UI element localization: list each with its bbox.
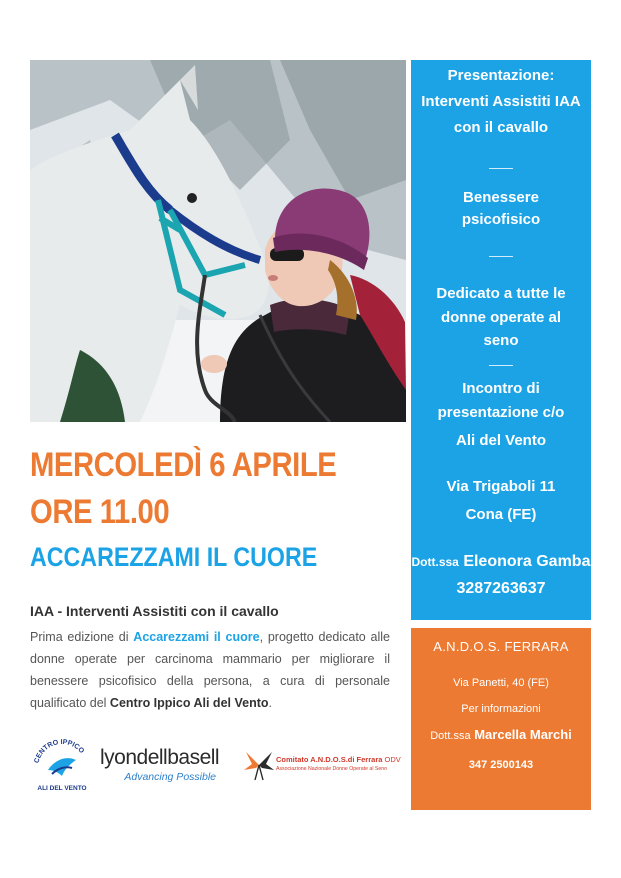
sidebar-divider [489, 168, 513, 169]
description-text [30, 626, 390, 714]
centro-ippico-logo [28, 730, 96, 798]
andos-logo-odv: ODV [384, 755, 401, 764]
horse-photo [30, 60, 406, 422]
sidebar-seno: seno [483, 332, 519, 349]
sidebar-via: Via Trigaboli 11 [446, 478, 556, 495]
sidebar-cona: Cona (FE) [465, 506, 537, 523]
sidebar-dedicato: Dedicato a tutte le [436, 285, 566, 302]
sidebar-doctor-name: Eleonora Gamba [463, 553, 591, 570]
sidebar-ali-del-vento: Ali del Vento [455, 432, 546, 449]
andos-phone: 347 2500143 [468, 759, 534, 771]
event-date: MERCOLEDÌ 6 APRILE [30, 446, 337, 484]
lyondellbasell-logo [100, 746, 220, 786]
butterfly-icon [244, 748, 274, 782]
andos-contact-prefix: Dott.ssa [430, 730, 471, 742]
description-part3: . [268, 696, 272, 710]
sidebar-doctor-prefix: Dott.ssa [411, 555, 459, 569]
event-title: ACCAREZZAMI IL CUORE [30, 542, 318, 572]
sidebar-doctor [411, 549, 591, 575]
sidebar-donne: donne operate al [440, 309, 562, 326]
andos-contact-panel [411, 628, 591, 810]
sidebar-psicofisico: psicofisico [461, 211, 541, 228]
description-heading: IAA - Interventi Assistiti con il cavallo [30, 603, 279, 619]
andos-title: A.N.D.O.S. FERRARA [433, 639, 569, 654]
sidebar-incontro: Incontro di [462, 380, 540, 397]
andos-info: Per informazioni [461, 703, 541, 715]
andos-contact [411, 727, 591, 742]
centro-arc-text: CENTRO IPPICO [33, 738, 86, 765]
sidebar-iaa: Interventi Assistiti IAA [421, 93, 581, 110]
description-part2: , progetto dedicato alle donne operate per carcinoma mammario per migliorare il benessere psicofisico della persona, a cura di personale qualificato del [30, 630, 391, 710]
sidebar-presentation: Presentazione: [447, 67, 555, 84]
andos-address: Via Panetti, 40 (FE) [453, 677, 549, 689]
description-part1: Prima edizione di [30, 630, 134, 644]
event-time: ORE 11.00 [30, 493, 170, 531]
andos-logo [244, 748, 401, 784]
andos-logo-name: Comitato A.N.D.O.S.di Ferrara [276, 755, 383, 764]
sidebar-benessere: Benessere [463, 189, 539, 206]
sidebar-phone: 3287263637 [456, 580, 546, 597]
sidebar-presentazione: presentazione c/o [437, 404, 565, 421]
sidebar-divider [489, 256, 513, 257]
sidebar-divider [489, 365, 513, 366]
lyondell-name: lyondellbasell [100, 746, 220, 769]
lyondell-tagline: Advancing Possible [124, 771, 216, 783]
andos-contact-name: Marcella Marchi [474, 727, 572, 742]
centro-bottom-text: ALI DEL VENTO [37, 785, 87, 792]
andos-logo-title [276, 755, 401, 764]
andos-logo-sub: Associazione Nazionale Donne Operate al Seno [276, 766, 388, 772]
sidebar-cavallo: con il cavallo [453, 119, 549, 136]
description-bold: Centro Ippico Ali del Vento [109, 696, 269, 710]
info-sidebar [411, 60, 591, 620]
description-highlight: Accarezzami il cuore [133, 630, 260, 644]
